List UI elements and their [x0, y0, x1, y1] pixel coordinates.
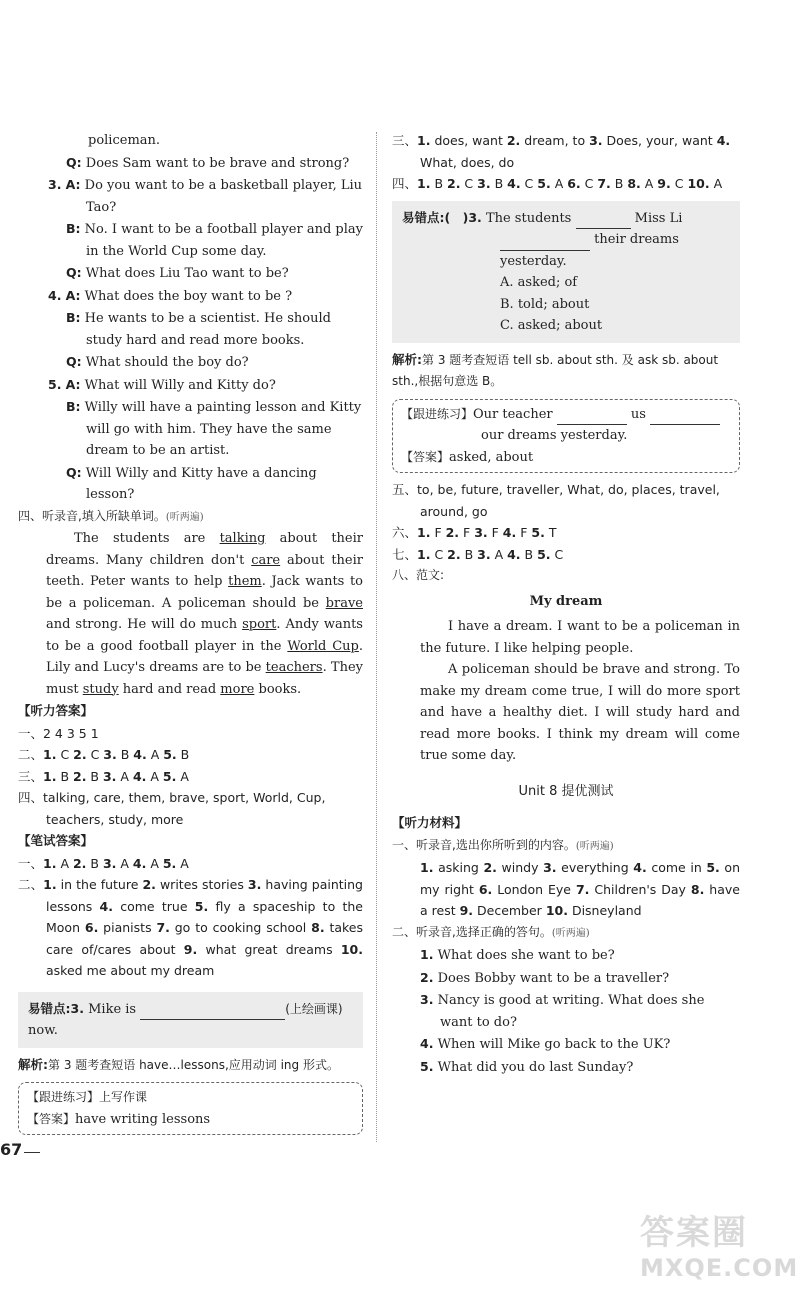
passage-text: . Lily and Lucy's dreams are to be: [46, 638, 363, 675]
item-number: 3.: [543, 860, 557, 875]
answer-value: F: [487, 525, 503, 540]
item-number: 6.: [478, 881, 493, 897]
listening-item: asking: [433, 860, 484, 875]
passage-text: hard and read: [118, 681, 221, 697]
answer-word: brave: [325, 595, 363, 611]
item-number: 5.: [162, 768, 177, 784]
listening-answer-3: 三、1. B 2. B 3. A 4. A 5. A: [18, 768, 189, 784]
answer-value: C: [550, 546, 564, 562]
watermark-logo: 答案圈 MXQE.COM: [640, 1213, 799, 1282]
passage: [18, 528, 363, 700]
item-number: 1.: [417, 525, 431, 540]
passage-text: about their dreams. Many children don't: [46, 531, 363, 568]
answer-section-7: 七、1. C 2. B 3. A 4. B 5. C: [392, 546, 564, 562]
answer-word: study: [82, 681, 119, 697]
error-point: 易错点:3. Mike is (上绘画课) now.: [28, 1000, 343, 1038]
answer-value: C: [460, 176, 478, 191]
item-number: 7.: [575, 881, 590, 897]
item-number: 5.: [162, 855, 177, 871]
answer-value: T: [544, 525, 557, 540]
item-number: 3.: [102, 855, 117, 871]
answer-section-5: 五、to, be, future, traveller, What, do, places, travel, around, go: [392, 482, 720, 519]
left-column: [18, 130, 363, 1141]
listening-section-1-title: 一、听录音,选出你所听到的内容。(听两遍): [392, 837, 614, 852]
blank: [500, 236, 590, 251]
item-number: 1.: [420, 860, 434, 875]
item-number: 4.: [507, 546, 521, 562]
follow-up-answer: 【答案】asked, about: [401, 449, 534, 465]
dialogue-3-b: B: No. I want to be a football player and play in the World Cup some day.: [66, 221, 363, 259]
passage-text: books.: [254, 681, 302, 697]
dialogue-4-b: B: He wants to be a scientist. He should study hard and read more books.: [66, 310, 331, 348]
answer-value: A: [146, 855, 163, 871]
answer-word: World Cup: [287, 638, 359, 654]
answer-value: A: [116, 768, 133, 784]
answer-word: teachers: [265, 660, 323, 675]
analysis: 解析:第 3 题考查短语 tell sb. about sth. 及 ask sb. about sth.,根据句意选 B。: [392, 351, 719, 388]
item-number: 10.: [545, 903, 568, 918]
answer-value: B: [86, 768, 103, 784]
listening-question-1: 1. What does she want to be?: [420, 947, 615, 963]
listening-item: Disneyland: [567, 903, 642, 918]
answer-value: F: [430, 525, 446, 540]
answer-value: B: [520, 546, 538, 562]
item-number: 1.: [43, 855, 57, 871]
error-point-box: [392, 201, 740, 343]
dialogue-4-a: 4. A: What does the boy want to be ?: [48, 287, 293, 304]
dialogue-5-b: B: Willy will have a painting lesson and Kitty will go with him. They have the same dream to be an artist.: [66, 399, 362, 458]
answer-value: B: [56, 768, 73, 784]
answer-value: C: [580, 176, 598, 191]
written-answer-1: 一、1. A 2. B 3. A 4. A 5. A: [18, 855, 189, 871]
right-column: [392, 130, 740, 1078]
option-a: A. asked; of: [500, 275, 578, 290]
item-number: 3.: [477, 176, 491, 191]
listening-item: windy: [496, 860, 544, 875]
item-number: 3.: [474, 525, 488, 540]
essay-paragraph-2: A policeman should be brave and strong. To make my dream come true, I will do more sport and have a healthy diet. I will study hard and read more books. I think my dream will come true some day.: [420, 662, 740, 763]
listening-answer-1: 一、2 4 3 5 1: [18, 725, 99, 741]
item-number: 4.: [507, 176, 521, 191]
answer-word: sport: [242, 617, 277, 632]
answer-value: B: [490, 176, 508, 191]
item-number: 3.: [103, 747, 117, 762]
blank: [650, 410, 720, 425]
text-line: policeman.: [88, 133, 161, 148]
answer-section-3: 三、1. does, want 2. dream, to 3. Does, your, want 4. What, does, do: [392, 133, 731, 170]
answer-section-4: 四、1. B 2. C 3. B 4. C 5. A 6. C 7. B 8. A 9. C 10. A: [392, 176, 723, 191]
answer-value: A: [550, 176, 568, 191]
written-answer-2: 二、1. in the future 2. writes stories 3. having painting lessons 4. come true 5. fly a spaceship to the Moon 6. pianists 7. go to cooking school 8. takes care of/cares about 9. what great dreams 10. asked me about my dream: [18, 877, 364, 978]
passage-text: and strong. He will do much: [46, 617, 243, 632]
item-number: 4.: [633, 860, 647, 875]
answer-value: A: [490, 546, 508, 562]
answer-value: A: [146, 768, 163, 784]
follow-up-cont: our dreams yesterday.: [481, 428, 628, 443]
item-number: 1.: [43, 747, 57, 762]
option-c: C. asked; about: [500, 318, 603, 333]
listening-question-3: 3. Nancy is good at writing. What does she want to do?: [420, 992, 705, 1030]
essay-paragraph-1: I have a dream. I want to be a policeman in the future. I like helping people.: [420, 619, 740, 656]
item-number: 1.: [417, 176, 431, 191]
page-number: 67: [0, 1140, 23, 1159]
item-number: 4.: [132, 768, 147, 784]
answer-value: A: [709, 176, 723, 191]
answer-section-8: 八、范文:: [392, 568, 445, 582]
passage-text: . They must: [46, 660, 363, 697]
answer-value: C: [520, 176, 538, 191]
answer-word: them: [228, 574, 262, 589]
answer-value: B: [116, 747, 134, 762]
passage-text: . Andy wants to be a good football player in the: [46, 617, 363, 654]
follow-up: 【跟进练习】上写作课: [27, 1090, 148, 1104]
answer-value: B: [86, 855, 103, 871]
answer-section-6: 六、1. F 2. F 3. F 4. F 5. T: [392, 525, 557, 540]
listening-item: come in: [646, 860, 707, 875]
answer-value: C: [430, 546, 448, 562]
blank: [140, 1005, 285, 1020]
answer-value: A: [176, 855, 189, 871]
analysis: 解析:第 3 题考查短语 have…lessons,应用动词 ing 形式。: [18, 1056, 339, 1072]
listening-answer-2: 二、1. C 2. C 3. B 4. A 5. B: [18, 747, 190, 762]
item-number: 4.: [133, 747, 147, 762]
answer-value: B: [610, 176, 628, 191]
written-answers-title: 【笔试答案】: [18, 833, 94, 848]
unit-title: Unit 8 提优测试: [518, 783, 614, 799]
essay-title: My dream: [529, 593, 603, 609]
listening-section-1-items: [392, 857, 740, 922]
item-number: 5.: [537, 176, 551, 191]
answer-word: more: [220, 681, 255, 697]
item-number: 5.: [531, 525, 545, 540]
answer-value: F: [516, 525, 532, 540]
error-point-cont: their dreams yesterday.: [500, 232, 679, 269]
answer-word: talking: [219, 531, 266, 546]
blank: [557, 410, 627, 425]
item-number: 4.: [132, 855, 147, 871]
item-number: 2.: [445, 525, 460, 540]
listening-answers-title: 【听力答案】: [18, 703, 94, 718]
answer-value: A: [640, 176, 658, 191]
item-number: 5.: [537, 546, 551, 562]
item-number: 10.: [687, 176, 710, 191]
item-number: 2.: [483, 860, 497, 875]
follow-up-box: [392, 399, 740, 474]
passage-text: The students are: [74, 531, 220, 546]
answer-value: F: [459, 525, 475, 540]
listening-item: London Eye: [492, 881, 576, 897]
listening-item: Children's Day: [589, 881, 691, 897]
listening-question-2: 2. Does Bobby want to be a traveller?: [420, 969, 670, 986]
blank: [576, 214, 631, 229]
answer-value: B: [460, 546, 478, 562]
item-number: 5.: [706, 860, 720, 875]
item-number: 4.: [502, 525, 517, 540]
listening-question-4: 4. When will Mike go back to the UK?: [420, 1036, 671, 1052]
item-number: 7.: [597, 176, 611, 191]
answer-value: C: [670, 176, 688, 191]
answer-value: C: [86, 747, 104, 762]
listening-item: have a rest: [420, 881, 740, 918]
item-number: 1.: [417, 546, 431, 562]
item-number: 9.: [459, 903, 474, 918]
passage-text: about their teeth. Peter wants to help: [46, 552, 363, 589]
item-number: 1.: [43, 768, 57, 784]
item-number: 2.: [72, 855, 87, 871]
page-number-rule: [24, 1152, 40, 1153]
dialogue-5-a: 5. A: What will Willy and Kitty do?: [48, 376, 276, 393]
listening-item: December: [473, 903, 546, 918]
follow-up-box: [18, 1082, 363, 1135]
item-number: 2.: [73, 768, 87, 784]
item-number: 2.: [73, 747, 87, 762]
item-number: 8.: [627, 176, 641, 191]
listening-answer-4: 四、talking, care, them, brave, sport, World, Cup, teachers, study, more: [18, 790, 326, 827]
listening-material-title: 【听力材料】: [392, 815, 468, 830]
follow-up: 【跟进练习】Our teacher us: [401, 404, 731, 426]
answer-value: A: [146, 747, 164, 762]
option-b: B. told; about: [500, 296, 590, 312]
answer-word: care: [251, 552, 281, 568]
dialogue-3-q: Q: What does Liu Tao want to be?: [66, 265, 289, 281]
answer-value: B: [176, 747, 190, 762]
passage-text: . Jack wants to be a policeman. A policeman should be: [46, 574, 363, 611]
error-point: 易错点:( )3. The students Miss Li: [402, 207, 730, 230]
answer-value: A: [116, 855, 133, 871]
item-number: 2.: [447, 176, 461, 191]
listening-item: on my right: [420, 860, 741, 897]
answer-value: A: [176, 768, 189, 784]
dialogue-3-a: 3. A: Do you want to be a basketball player, Liu Tao?: [48, 177, 363, 215]
listening-item: everything: [556, 860, 634, 875]
column-divider: [376, 132, 377, 1142]
follow-up-answer: 【答案】have writing lessons: [27, 1111, 211, 1127]
answer-value: A: [56, 855, 73, 871]
item-number: 6.: [567, 176, 581, 191]
error-point-box: [18, 992, 363, 1048]
dialogue-4-q: Q: What should the boy do?: [66, 354, 249, 370]
item-number: 3.: [102, 768, 117, 784]
item-number: 9.: [657, 176, 671, 191]
listening-question-5: 5. What did you do last Sunday?: [420, 1058, 634, 1075]
item-number: 3.: [477, 546, 491, 562]
question-line: Q: Does Sam want to be brave and strong?: [66, 154, 350, 171]
item-number: 8.: [690, 881, 705, 897]
item-number: 2.: [447, 546, 461, 562]
listening-section-2-title: 二、听录音,选择正确的答句。(听两遍): [392, 924, 590, 939]
answer-value: B: [430, 176, 447, 191]
dialogue-5-q: Q: Will Willy and Kitty have a dancing lesson?: [66, 464, 317, 502]
section-4-title: 四、听录音,填入所缺单词。(听两遍): [18, 508, 204, 523]
item-number: 5.: [163, 747, 177, 762]
answer-value: C: [56, 747, 74, 762]
